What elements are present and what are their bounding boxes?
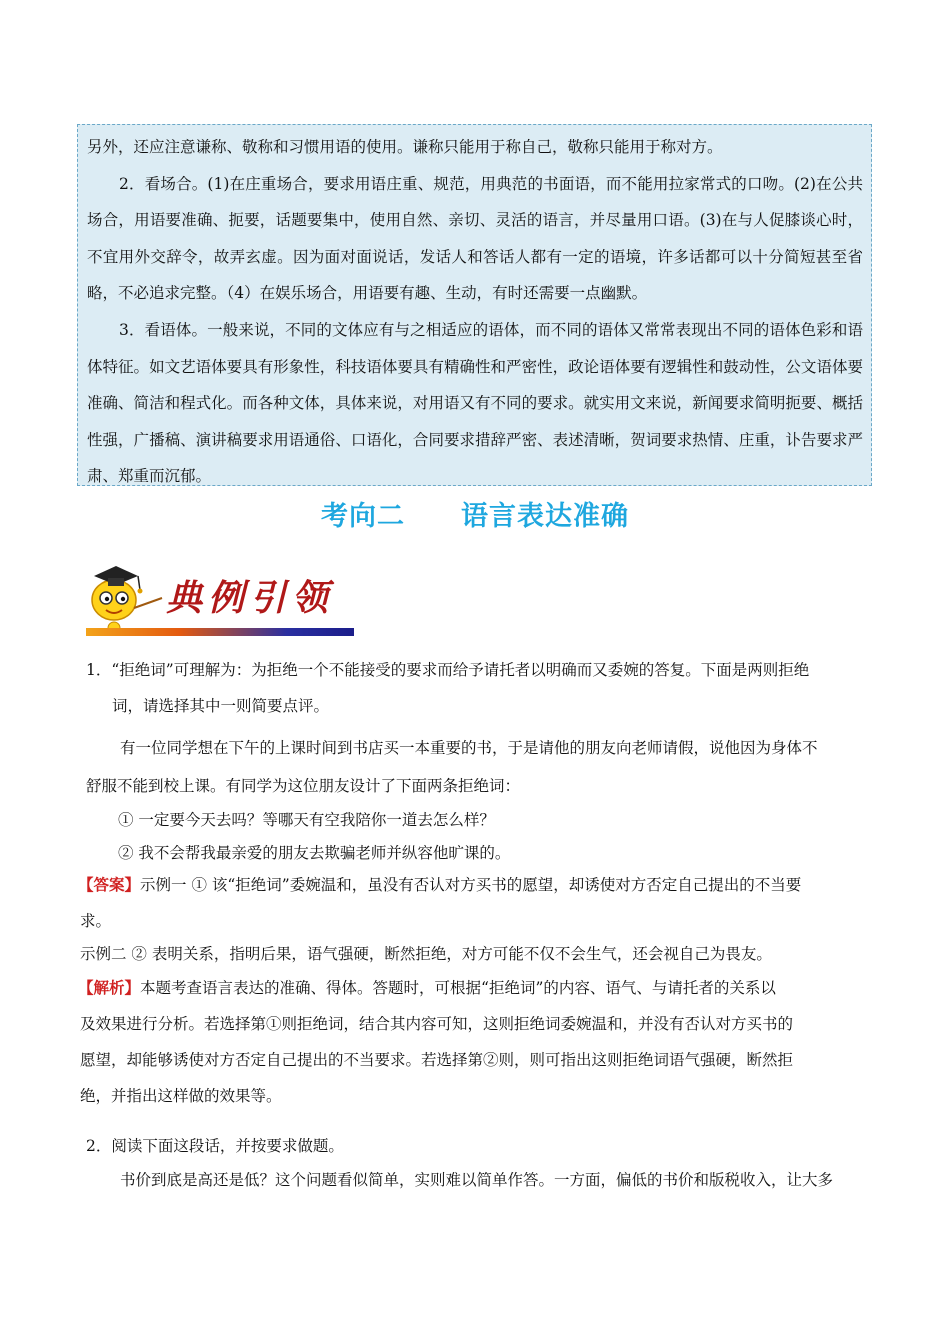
- q1-option-1: ① 一定要今天去吗？等哪天有空我陪你一道去怎么样？: [118, 811, 495, 829]
- q1-option-2: ② 我不会帮我最亲爱的朋友去欺骗老师并纵容他旷课的。: [118, 844, 511, 862]
- q1-analysis-text-1: 本题考查语言表达的准确、得体。答题时，可根据“拒绝词”的内容、语气、与请托者的关系以: [140, 979, 776, 997]
- q2-text-line-1: 书价到底是高还是低？这个问题看似简单，实则难以简单作答。一方面，偏低的书价和版税收入，让大多: [120, 1171, 834, 1189]
- notes-paragraph-occasion: 2．看场合。(1)在庄重场合，要求用语庄重、规范，用典范的书面语，而不能用拉家常式的口吻。(2)在公共场合，用语要准确、扼要，话题要集中，使用自然、亲切、灵活的语言，并尽量用口语。(3)在与人促膝谈心时，不宜用外交辞令，故弄玄虚。因为面对面说话，发话人和答话人都有一定的语境，许多话都可以十分简短甚至省略，不必追求完整。（4）在娱乐场合，用语要有趣、生动，有时还需要一点幽默。: [87, 174, 863, 303]
- notes-paragraph-intro: 另外，还应注意谦称、敬称和习惯用语的使用。谦称只能用于称自己，敬称只能用于称对方。: [87, 138, 723, 156]
- q1-stem-line-2: 词，请选择其中一则简要点评。: [112, 697, 330, 715]
- q1-analysis-line-3: 愿望，却能够诱使对方否定自己提出的不当要求。若选择第②则，则可指出这则拒绝词语气强硬，断然拒: [80, 1051, 794, 1069]
- q1-analysis-line-4: 绝，并指出这样做的效果等。: [80, 1087, 282, 1105]
- example-banner-title: 典例引领: [166, 577, 335, 619]
- example-banner-bar: [86, 628, 354, 636]
- scholar-mascot-icon: [86, 558, 166, 634]
- section-heading: [0, 494, 950, 533]
- example-banner: [86, 558, 354, 640]
- q1-answer-line-3: 示例二 ② 表明关系，指明后果，语气强硬，断然拒绝，对方可能不仅不会生气，还会视自己为畏友。: [80, 945, 772, 963]
- q1-answer-line-1: [78, 873, 801, 895]
- notes-box: [77, 124, 872, 486]
- q1-answer-line-2: 求。: [80, 912, 112, 930]
- analysis-tag: 【解析】: [78, 978, 141, 997]
- q1-analysis-line-1: [78, 976, 776, 998]
- q1-context-line-1: 有一位同学想在下午的上课时间到书店买一本重要的书，于是请他的朋友向老师请假，说他因为身体不: [120, 739, 818, 757]
- section-heading-title: 语言表达准确: [461, 501, 629, 532]
- notes-paragraph-style: 3．看语体。一般来说，不同的文体应有与之相适应的语体，而不同的语体又常常表现出不同的语体色彩和语体特征。如文艺语体要具有形象性，科技语体要具有精确性和严密性，政论语体要有逻辑性和鼓动性，公文语体要准确、简洁和程式化。而各种文体，具体来说，对用语又有不同的要求。就实用文来说，新闻要求简明扼要、概括性强，广播稿、演讲稿要求用语通俗、口语化，合同要求措辞严密、表述清晰，贺词要求热情、庄重，讣告要求严肃、郑重而沉郁。: [87, 320, 863, 486]
- answer-tag: 【答案】: [78, 875, 141, 894]
- q1-answer-text-1: 示例一 ① 该“拒绝词”委婉温和，虽没有否认对方买书的愿望，却诱使对方否定自己提出的不当要: [140, 876, 802, 894]
- q1-context-line-2: 舒服不能到校上课。有同学为这位朋友设计了下面两条拒绝词：: [86, 777, 521, 795]
- q2-stem: 2．阅读下面这段话，并按要求做题。: [86, 1137, 344, 1155]
- q1-analysis-line-2: 及效果进行分析。若选择第①则拒绝词，结合其内容可知，这则拒绝词委婉温和，并没有否认对方买书的: [80, 1015, 794, 1033]
- section-heading-number: 考向二: [321, 501, 405, 532]
- q1-stem-line-1: 1．“拒绝词”可理解为：为拒绝一个不能接受的要求而给予请托者以明确而又委婉的答复。下面是两则拒绝: [86, 661, 810, 679]
